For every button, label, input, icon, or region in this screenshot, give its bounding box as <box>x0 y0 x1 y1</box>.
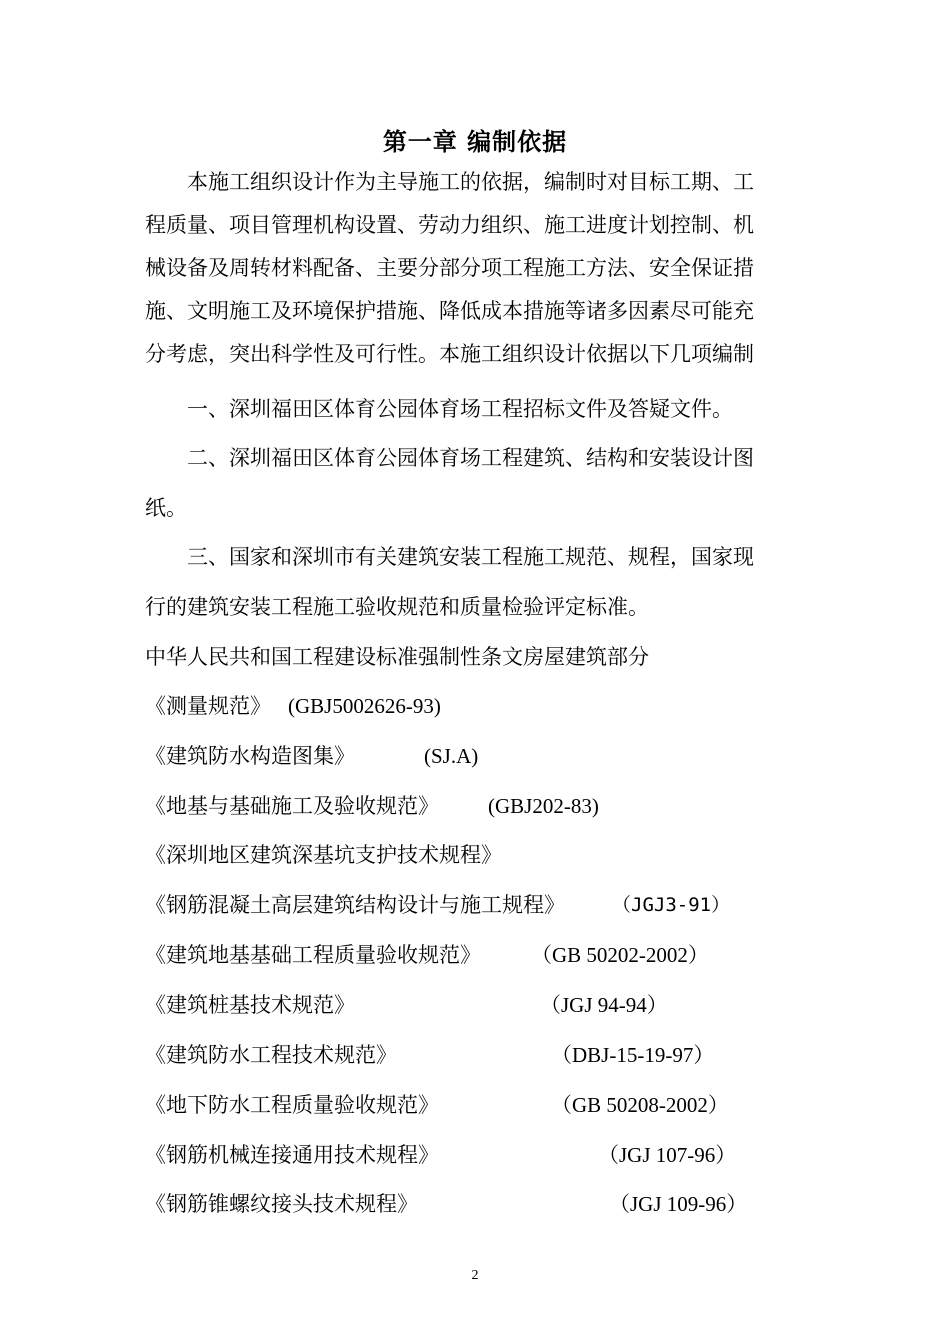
standard-code: （JGJ 109-96） <box>609 1192 748 1216</box>
standard-name: 《建筑防水工程技术规范》 <box>145 1043 397 1067</box>
standards-heading: 中华人民共和国工程建设标准强制性条文房屋建筑部分 <box>145 645 649 669</box>
standard-code: （JGJ 107-96） <box>598 1143 737 1167</box>
standard-code: （GB 50208-2002） <box>551 1093 729 1117</box>
standard-name: 《建筑桩基技术规范》 <box>145 993 355 1017</box>
standard-code: (SJ.A) <box>424 744 479 768</box>
standard-name: 《钢筋机械连接通用技术规程》 <box>145 1143 439 1167</box>
basis-item-two: 二、深圳福田区体育公园体育场工程建筑、结构和安装设计图 <box>187 446 754 470</box>
intro-line: 分考虑，突出科学性及可行性。本施工组织设计依据以下几项编制 <box>145 342 754 366</box>
basis-item-one: 一、深圳福田区体育公园体育场工程招标文件及答疑文件。 <box>187 397 733 421</box>
standard-code: (GBJ202-83) <box>488 794 599 818</box>
standard-name: 《地下防水工程质量验收规范》 <box>145 1093 439 1117</box>
intro-line: 本施工组织设计作为主导施工的依据，编制时对目标工期、工 <box>187 170 754 194</box>
basis-item-three: 三、国家和深圳市有关建筑安装工程施工规范、规程，国家现 <box>187 545 754 569</box>
standard-code: （JGJ3-91） <box>612 894 731 916</box>
standard-name: 《建筑防水构造图集》 <box>145 744 355 768</box>
basis-item-two-cont: 纸。 <box>145 496 187 520</box>
intro-line: 施、文明施工及环境保护措施、降低成本措施等诸多因素尽可能充 <box>145 299 754 323</box>
standard-name: 《深圳地区建筑深基坑支护技术规程》 <box>145 843 502 867</box>
standard-code: (GBJ5002626-93) <box>288 694 441 718</box>
chapter-title: 第一章 编制依据 <box>382 127 568 156</box>
intro-line: 程质量、项目管理机构设置、劳动力组织、施工进度计划控制、机 <box>145 213 754 237</box>
intro-line: 械设备及周转材料配备、主要分部分项工程施工方法、安全保证措 <box>145 256 754 280</box>
standard-name: 《建筑地基基础工程质量验收规范》 <box>145 943 481 967</box>
basis-item-three-cont: 行的建筑安装工程施工验收规范和质量检验评定标准。 <box>145 595 649 619</box>
page-number: 2 <box>471 1268 479 1283</box>
standard-code: （GB 50202-2002） <box>531 943 709 967</box>
standard-name: 《地基与基础施工及验收规范》 <box>145 794 439 818</box>
standard-code: （JGJ 94-94） <box>540 993 668 1017</box>
standard-name: 《钢筋混凝土高层建筑结构设计与施工规程》 <box>145 893 565 917</box>
standard-code: （DBJ-15-19-97） <box>551 1043 715 1067</box>
standard-name: 《钢筋锥螺纹接头技术规程》 <box>145 1192 418 1216</box>
standard-name: 《测量规范》 <box>145 694 271 718</box>
